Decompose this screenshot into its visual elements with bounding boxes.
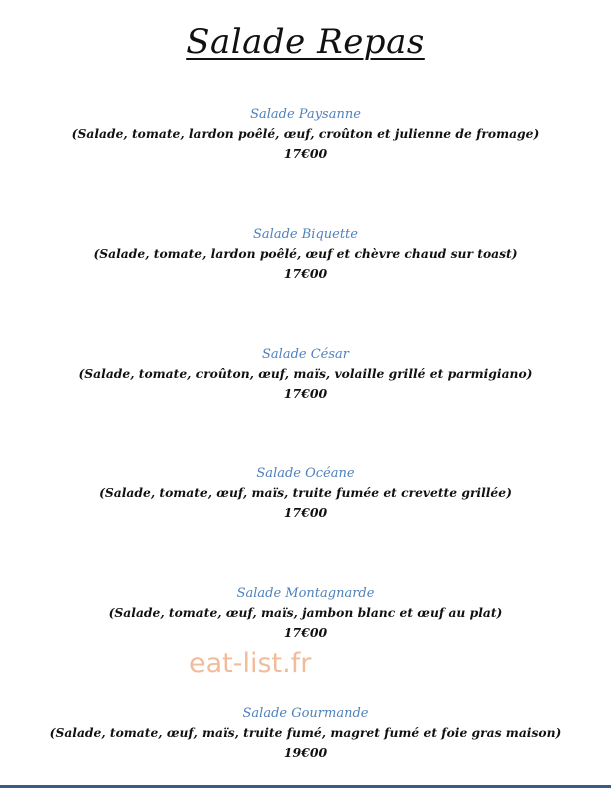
menu-item-name: Salade Océane [256,466,355,481]
menu-item-description: (Salade, tomate, œuf, maïs, truite fumé, magret fumé et foie gras maison) [49,725,562,740]
menu-item-price: 17€00 [283,505,328,520]
menu-item-price: 19€00 [283,745,328,760]
menu-item-name: Salade César [262,347,349,362]
menu-item-description: (Salade, tomate, croûton, œuf, maïs, volaille grillé et parmigiano) [78,366,533,381]
menu-item-oceane [0,464,611,523]
menu-item-name: Salade Paysanne [250,107,361,122]
menu-item-biquette [0,225,611,284]
menu-item-description: (Salade, tomate, lardon poêlé, œuf, croûton et julienne de fromage) [71,126,540,141]
menu-item-montagnarde [0,584,611,643]
menu-item-name: Salade Gourmande [242,706,369,721]
menu-item-price: 17€00 [283,266,328,281]
menu-item-paysanne [0,105,611,164]
menu-item-cesar [0,345,611,404]
menu-item-description: (Salade, tomate, lardon poêlé, œuf et chèvre chaud sur toast) [93,246,518,261]
menu-title-text: Salade Repas [186,22,425,62]
menu-item-price: 17€00 [283,625,328,640]
menu-item-price: 17€00 [283,146,328,161]
menu-item-name: Salade Montagnarde [236,586,375,601]
menu-title [0,22,611,62]
menu-item-gourmande [0,704,611,763]
menu-item-description: (Salade, tomate, œuf, maïs, truite fumée et crevette grillée) [99,485,512,500]
watermark: eat-list.fr [189,648,312,679]
menu-item-description: (Salade, tomate, œuf, maïs, jambon blanc et œuf au plat) [108,605,503,620]
menu-item-price: 17€00 [283,386,328,401]
menu-item-name: Salade Biquette [253,227,358,242]
